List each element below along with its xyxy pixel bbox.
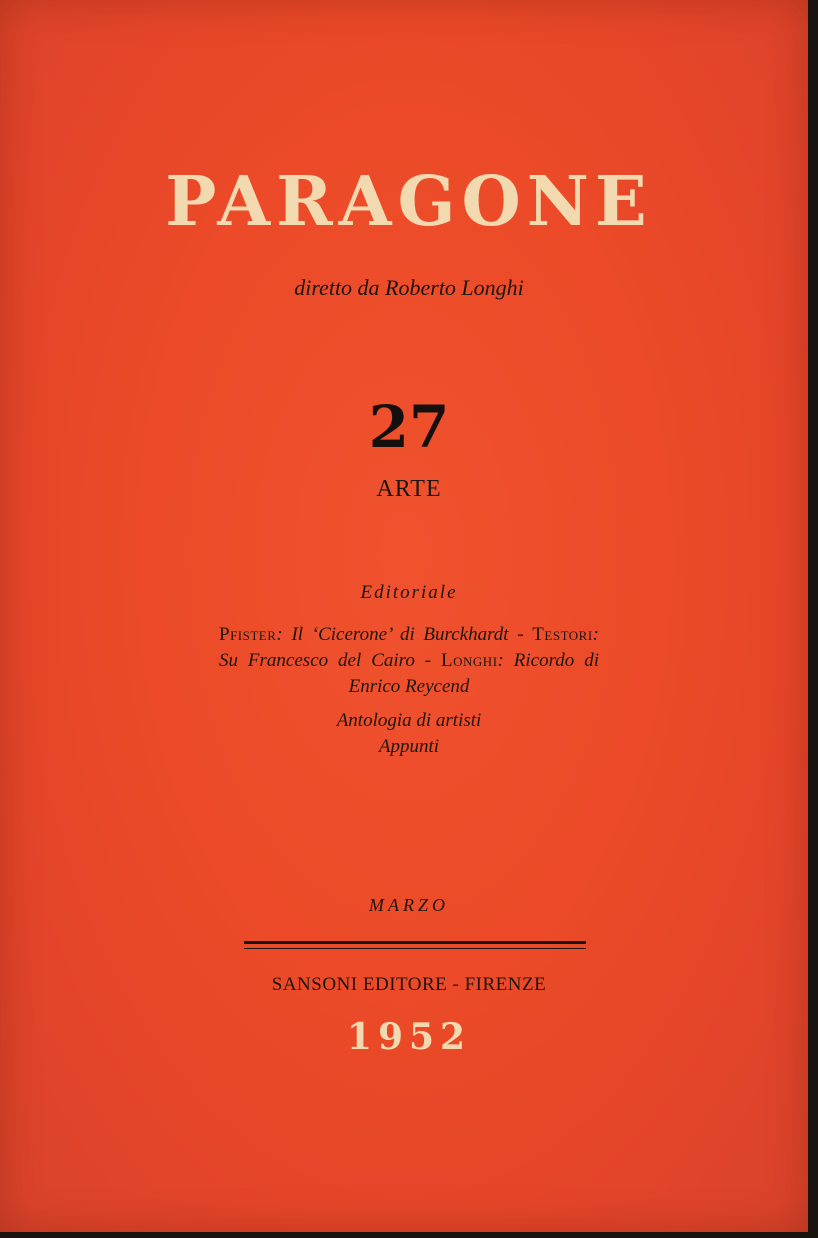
toc-article-title: Su Francesco del Cairo [219,650,415,671]
magazine-title: PARAGONE [165,162,653,242]
section-label: ARTE [376,476,442,502]
toc-author: Longhi [441,650,498,671]
toc-article-title: Ricordo di Enrico Reycend [348,650,600,697]
toc-article-title: Il ‘Cicerone’ di Burckhardt [291,624,509,645]
toc-articles [219,622,599,700]
issue-number: 27 [368,393,450,461]
publisher-line: SANSONI EDITORE - FIRENZE [271,974,547,995]
issue-month: MARZO [369,895,449,915]
toc-heading: Editoriale [360,582,458,603]
divider-rule-thick [244,941,586,944]
publication-year: 1952 [346,1016,472,1058]
toc-separator: : [276,624,292,645]
toc-separator: : [592,624,599,645]
toc-author: Pfister [219,624,277,645]
toc-dash: - [414,650,442,671]
toc-author: Testori [532,624,593,645]
toc-section-appunti: Appunti [378,736,440,757]
table-of-contents [0,580,818,760]
divider-rule-thin [244,948,586,949]
toc-separator: : [497,650,514,671]
director-line: diretto da Roberto Longhi [294,275,524,300]
toc-dash: - [508,624,533,645]
toc-section-antologia: Antologia di artisti [336,710,482,731]
